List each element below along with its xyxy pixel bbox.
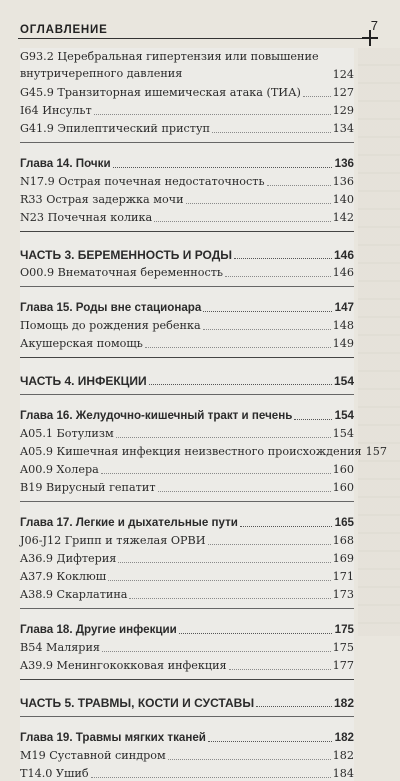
toc-page-number: 154 [334,409,354,422]
dot-leader [208,534,331,545]
toc-page-number: 184 [332,767,354,780]
toc-entry-row[interactable] [20,441,387,459]
toc-entry-row[interactable] [20,763,354,781]
section-divider [20,231,354,232]
toc-entry-title: N23 Почечная колика [20,211,153,224]
section-divider [20,679,354,680]
toc-entry-title: Глава 14. Почки [20,157,111,170]
dot-leader [168,749,331,760]
dot-leader [212,122,331,133]
toc-entry-row[interactable] [20,566,354,584]
toc-page-number: 182 [333,696,354,710]
section-divider [20,357,354,358]
dot-leader [186,193,331,204]
toc-page-number: 124 [332,68,354,81]
toc-page-number: 147 [334,301,354,314]
toc-entry-title: A00.9 Холера [20,463,99,476]
dot-leader [154,211,330,222]
toc-entry-row[interactable] [20,207,354,225]
section-divider [20,501,354,502]
dot-leader [294,409,332,420]
toc-entry-row[interactable] [20,315,354,333]
toc-page-number: 146 [333,248,354,262]
toc-page-number: 146 [332,266,354,279]
toc-entry-row[interactable] [20,637,354,655]
toc-entry-title: A38.9 Скарлатина [20,588,128,601]
crosshair-mark-icon [362,30,378,46]
toc-page-number: 182 [332,749,354,762]
dot-leader [234,248,332,259]
header-rule [18,38,378,39]
toc-entry-row[interactable] [20,262,354,280]
dot-leader [179,623,332,634]
toc-page-number: 149 [332,337,354,350]
toc-entry-row[interactable] [20,548,354,566]
page-number: 7 [370,18,378,33]
toc-part-row[interactable] [20,240,354,262]
toc-page-number: 148 [332,319,354,332]
section-divider [20,394,354,395]
toc-page-number: 140 [332,193,354,206]
dot-leader [203,319,331,330]
toc-page-number: 175 [334,623,354,636]
toc-entry-title: Глава 15. Роды вне стационара [20,301,202,314]
toc-entry-title: B54 Малярия [20,641,100,654]
dot-leader [94,104,331,115]
toc-page-number: 165 [334,516,354,529]
toc-entry-title: G45.9 Транзиторная ишемическая атака (ТИА) [20,86,301,99]
toc-page-number: 136 [334,157,354,170]
toc-entry-title: Глава 17. Легкие и дыхательные пути [20,516,238,529]
toc-page-number: 160 [332,463,354,476]
toc-chapter-row[interactable] [20,149,354,171]
toc-entry-row[interactable] [20,584,354,602]
section-divider [20,286,354,287]
toc-entry-row[interactable] [20,423,354,441]
toc-entry-title: N17.9 Острая почечная недостаточность [20,175,265,188]
toc-entry-title: G93.2 Церебральная гипертензия или повышение внутричерепного давления [20,50,319,80]
toc-entry-title: ЧАСТЬ 5. ТРАВМЫ, КОСТИ И СУСТАВЫ [20,696,255,710]
toc-part-row[interactable] [20,688,354,710]
toc-entry-title: R33 Острая задержка мочи [20,193,184,206]
dot-leader [145,337,331,348]
dot-leader [267,175,331,186]
toc-chapter-row[interactable] [20,293,354,315]
toc-chapter-row[interactable] [20,723,354,745]
toc-entry-row[interactable] [20,100,354,118]
toc-entry-title: Глава 19. Травмы мягких тканей [20,731,206,744]
toc-page-number: 160 [332,481,354,494]
toc-entry-row[interactable] [20,477,354,495]
toc-page-number: 129 [332,104,354,117]
page-header [0,0,400,40]
toc-entry-row[interactable] [20,118,354,136]
toc-page-number: 157 [365,445,387,458]
toc-page-number: 171 [332,570,354,583]
toc-page-number: 177 [332,659,354,672]
toc-entry-title: A36.9 Дифтерия [20,552,117,565]
toc-entry-row[interactable] [20,82,354,100]
toc-page-number: 169 [332,552,354,565]
toc-entry-title: A05.9 Кишечная инфекция неизвестного происхождения [20,445,362,458]
section-divider [20,716,354,717]
dot-leader [240,516,332,527]
toc-entry-title: ЧАСТЬ 4. ИНФЕКЦИИ [20,374,147,388]
toc-page-number: 173 [332,588,354,601]
dot-leader [108,570,330,581]
section-divider [20,142,354,143]
toc-entry-title: M19 Суставной синдром [20,749,166,762]
toc-entry-title: Глава 18. Другие инфекции [20,623,177,636]
toc-entry-row[interactable] [20,189,354,207]
toc-page-number: 175 [332,641,354,654]
dot-leader [208,731,332,742]
toc-entry-title: A39.9 Менингококковая инфекция [20,659,227,672]
toc-page-number: 154 [333,374,354,388]
toc-page-number: 154 [332,427,354,440]
toc-page-number: 127 [332,86,354,99]
dot-leader [303,86,331,97]
toc-entry-row[interactable] [20,333,354,351]
toc-entry-title: J06-J12 Грипп и тяжелая ОРВИ [20,534,206,547]
dot-leader [149,374,332,385]
toc-page-number: 134 [332,122,354,135]
toc-chapter-row[interactable] [20,615,354,637]
dot-leader [113,157,332,168]
toc-entry-title: I64 Инсульт [20,104,92,117]
dot-leader [101,463,331,474]
dot-leader [116,427,331,438]
toc-entry-title: B19 Вирусный гепатит [20,481,156,494]
toc-entry-row[interactable] [20,48,354,82]
dot-leader [225,266,331,277]
toc-entry-row[interactable] [20,655,354,673]
dot-leader [158,481,331,492]
dot-leader [118,552,330,563]
toc-entry-title: Глава 16. Желудочно-кишечный тракт и печень [20,409,293,422]
toc-page-number: 168 [332,534,354,547]
toc-entry-title: ЧАСТЬ 3. БЕРЕМЕННОСТЬ И РОДЫ [20,248,233,262]
toc-chapter-row[interactable] [20,508,354,530]
toc-page-number: 136 [332,175,354,188]
dot-leader [102,641,331,652]
toc-entry-title: G41.9 Эпилептический приступ [20,122,211,135]
toc-entry-title: Акушерская помощь [20,337,143,350]
dot-leader [229,659,331,670]
toc-entry-row[interactable] [20,530,354,548]
toc-chapter-row[interactable] [20,401,354,423]
table-of-contents [20,48,387,781]
toc-entry-row[interactable] [20,459,354,477]
dot-leader [256,696,332,707]
toc-entry-title: T14.0 Ушиб [20,767,89,780]
toc-entry-title: O00.9 Внематочная беременность [20,266,224,279]
toc-entry-title: A05.1 Ботулизм [20,427,114,440]
toc-entry-title: A37.9 Коклюш [20,570,107,583]
toc-page-number: 182 [334,731,354,744]
toc-entry-row[interactable] [20,745,354,763]
page-bleed-decoration [358,48,400,636]
section-divider [20,608,354,609]
toc-part-row[interactable] [20,366,354,388]
toc-entry-row[interactable] [20,171,354,189]
running-title: ОГЛАВЛЕНИЕ [20,24,108,36]
dot-leader [91,767,331,778]
dot-leader [203,301,332,312]
toc-entry-title: Помощь до рождения ребенка [20,319,201,332]
dot-leader [129,588,330,599]
toc-page-number: 142 [332,211,354,224]
